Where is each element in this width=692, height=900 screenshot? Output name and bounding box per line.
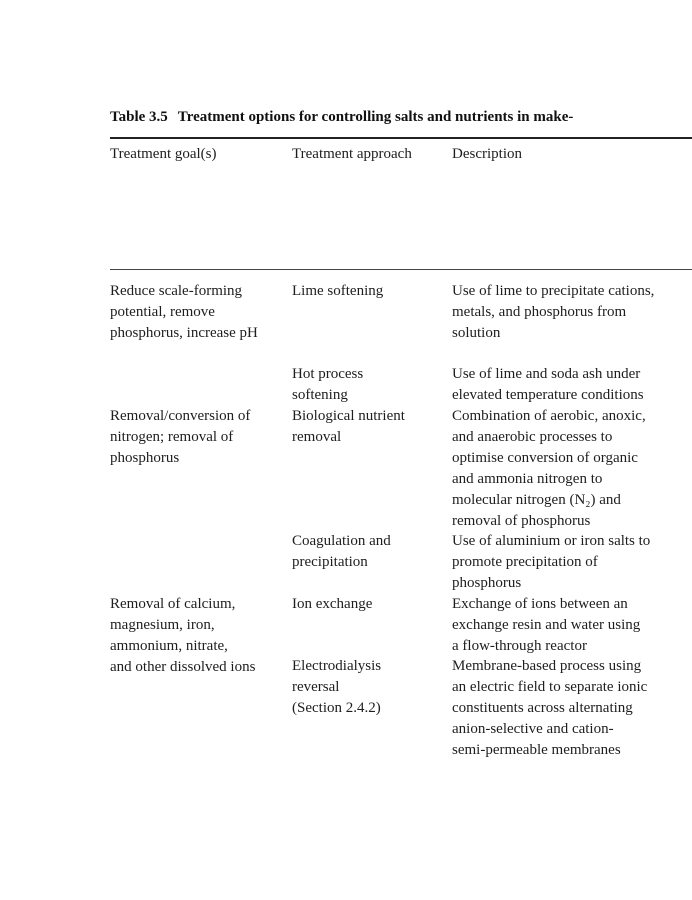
row-1-description: Use of lime to precipitate cations, metals, and phosphorus from solution [452,283,655,341]
row-4-approach: Coagulation and precipitation [292,533,391,570]
table-top-rule [110,137,692,139]
table-number: Table 3.5 [110,109,168,125]
row-5-goal: Removal of calcium, magnesium, iron, ammonium, nitrate, and other dissolved ions [110,596,256,675]
row-3-approach: Biological nutrient removal [292,408,405,445]
row-3-description: Combination of aerobic, anoxic, and anaerobic processes to optimise conversion of organic and ammonia nitrogen to molecular nitrogen (N₂) and removal of phosphorus [452,408,646,529]
row-1-approach: Lime softening [292,283,384,299]
row-5-description: Exchange of ions between an exchange resin and water using a flow-through reactor [452,596,641,654]
table-header-rule [110,269,692,270]
header-treatment-approach: Treatment approach [292,146,412,162]
header-treatment-goal: Treatment goal(s) [110,146,217,162]
row-2-description: Use of lime and soda ash under elevated temperature conditions [452,366,644,403]
row-4-description: Use of aluminium or iron salts to promote precipitation of phosphorus [452,533,651,591]
row-5-approach: Ion exchange [292,596,373,612]
row-6-description: Membrane-based process using an electric field to separate ionic constituents across alternating anion-selective and cation- semi-permeable membranes [452,658,648,758]
table-title: Treatment options for controlling salts and nutrients in make- [177,109,574,125]
row-1-goal: Reduce scale-forming potential, remove phosphorus, increase pH [110,283,258,341]
header-description: Description [452,146,522,162]
row-6-approach: Electrodialysis reversal (Section 2.4.2) [292,658,382,716]
row-3-goal: Removal/conversion of nitrogen; removal of phosphorus [110,408,251,466]
row-2-approach: Hot process softening [292,366,364,403]
table-caption [110,109,573,126]
